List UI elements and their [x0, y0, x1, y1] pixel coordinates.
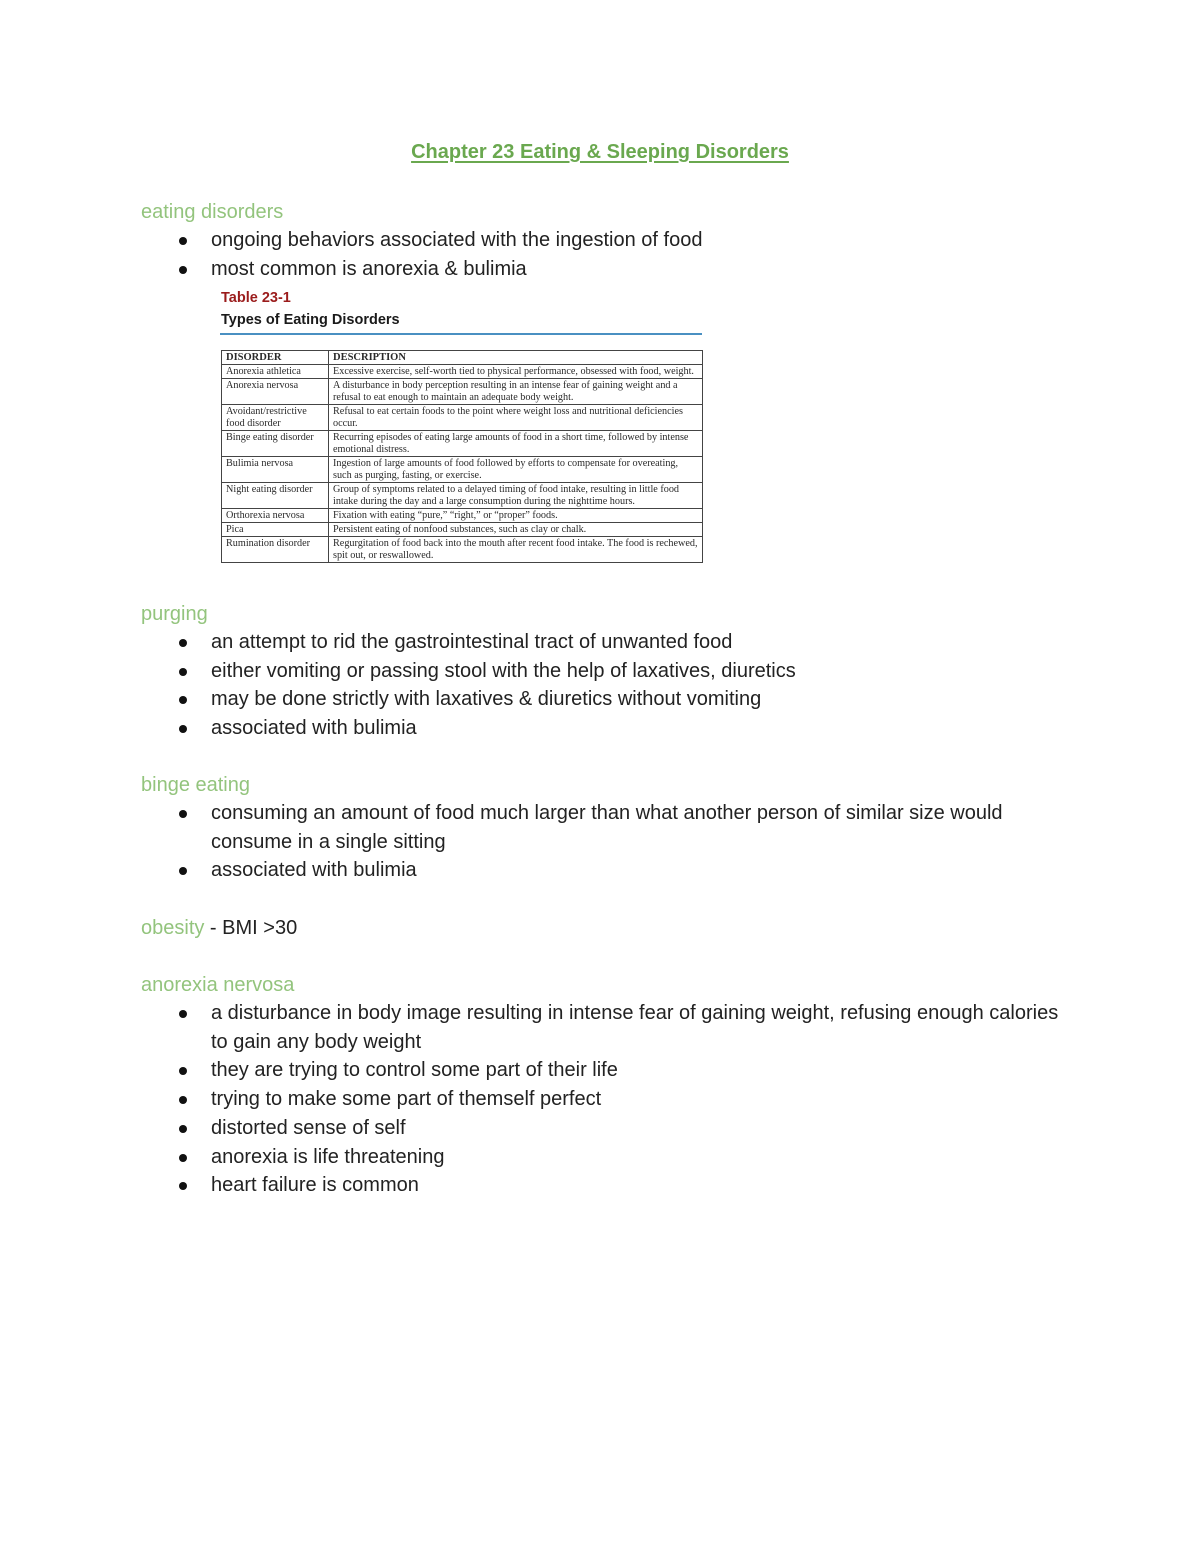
- list-item: consuming an amount of food much larger than what another person of similar size would consume in a single sitting: [211, 799, 1031, 856]
- table-row: [222, 483, 703, 509]
- table-cell-description: Ingestion of large amounts of food followed by efforts to compensate for overeating, such as purging, fasting, or exercise.: [329, 457, 703, 483]
- list-item: they are trying to control some part of their life: [211, 1056, 1061, 1085]
- obesity-definition: - BMI >30: [204, 917, 298, 939]
- list-item: most common is anorexia & bulimia: [211, 255, 1061, 284]
- table-cell-disorder: Pica: [222, 523, 329, 537]
- table-cell-description: Persistent eating of nonfood substances, such as clay or chalk.: [329, 523, 703, 537]
- table-header-row: [222, 351, 703, 365]
- table-cell-description: Recurring episodes of eating large amounts of food in a short time, followed by intense emotional distress.: [329, 431, 703, 457]
- list-item: associated with bulimia: [211, 856, 1031, 885]
- purging-list: [211, 628, 1061, 743]
- table-row: [222, 509, 703, 523]
- heading-eating-disorders: eating disorders: [141, 201, 284, 223]
- table-cell-description: Fixation with eating “pure,” “right,” or “proper” foods.: [329, 509, 703, 523]
- list-item: heart failure is common: [211, 1171, 1061, 1200]
- table-cell-disorder: Night eating disorder: [222, 483, 329, 509]
- table-cell-disorder: Bulimia nervosa: [222, 457, 329, 483]
- heading-binge-eating: binge eating: [141, 774, 250, 796]
- eating-disorders-table: [221, 350, 703, 563]
- table-cell-description: Group of symptoms related to a delayed timing of food intake, resulting in little food intake during the day and a large consumption during the nighttime hours.: [329, 483, 703, 509]
- heading-obesity: obesity: [141, 917, 205, 939]
- table-row: [222, 431, 703, 457]
- table-header-disorder: DISORDER: [222, 351, 329, 365]
- table-title-rule: [220, 333, 702, 335]
- table-title: Types of Eating Disorders: [221, 312, 400, 328]
- anorexia-nervosa-list: [211, 999, 1061, 1200]
- list-item: a disturbance in body image resulting in intense fear of gaining weight, refusing enough calories to gain any body weight: [211, 999, 1061, 1056]
- list-item: trying to make some part of themself perfect: [211, 1085, 1061, 1114]
- list-item: an attempt to rid the gastrointestinal tract of unwanted food: [211, 628, 1061, 657]
- table-row: [222, 537, 703, 563]
- table-row: [222, 365, 703, 379]
- table-cell-description: Excessive exercise, self-worth tied to physical performance, obsessed with food, weight.: [329, 365, 703, 379]
- table-label: Table 23-1: [221, 290, 291, 306]
- eating-disorders-table-figure: [219, 288, 705, 590]
- list-item: may be done strictly with laxatives & diuretics without vomiting: [211, 685, 1061, 714]
- obesity-line: [141, 914, 297, 942]
- table-cell-description: Regurgitation of food back into the mouth after recent food intake. The food is rechewed, spit out, or reswallowed.: [329, 537, 703, 563]
- table-row: [222, 457, 703, 483]
- table-cell-disorder: Orthorexia nervosa: [222, 509, 329, 523]
- list-item: distorted sense of self: [211, 1114, 1061, 1143]
- list-item: either vomiting or passing stool with the help of laxatives, diuretics: [211, 657, 1061, 686]
- table-cell-description: Refusal to eat certain foods to the point where weight loss and nutritional deficiencies occur.: [329, 405, 703, 431]
- list-item: anorexia is life threatening: [211, 1143, 1061, 1172]
- table-row: [222, 523, 703, 537]
- table-cell-disorder: Avoidant/restrictive food disorder: [222, 405, 329, 431]
- table-header-description: DESCRIPTION: [329, 351, 703, 365]
- table-cell-description: A disturbance in body perception resulting in an intense fear of gaining weight and a refusal to eat enough to maintain an adequate body weight.: [329, 379, 703, 405]
- table-row: [222, 379, 703, 405]
- binge-eating-list: [211, 799, 1031, 885]
- table-cell-disorder: Anorexia athletica: [222, 365, 329, 379]
- table-cell-disorder: Anorexia nervosa: [222, 379, 329, 405]
- heading-anorexia-nervosa: anorexia nervosa: [141, 974, 295, 996]
- document-title: Chapter 23 Eating & Sleeping Disorders: [411, 141, 789, 163]
- heading-purging: purging: [141, 603, 208, 625]
- eating-disorders-list: [211, 226, 1061, 283]
- table-row: [222, 405, 703, 431]
- list-item: associated with bulimia: [211, 714, 1061, 743]
- list-item: ongoing behaviors associated with the ingestion of food: [211, 226, 1061, 255]
- table-cell-disorder: Binge eating disorder: [222, 431, 329, 457]
- table-cell-disorder: Rumination disorder: [222, 537, 329, 563]
